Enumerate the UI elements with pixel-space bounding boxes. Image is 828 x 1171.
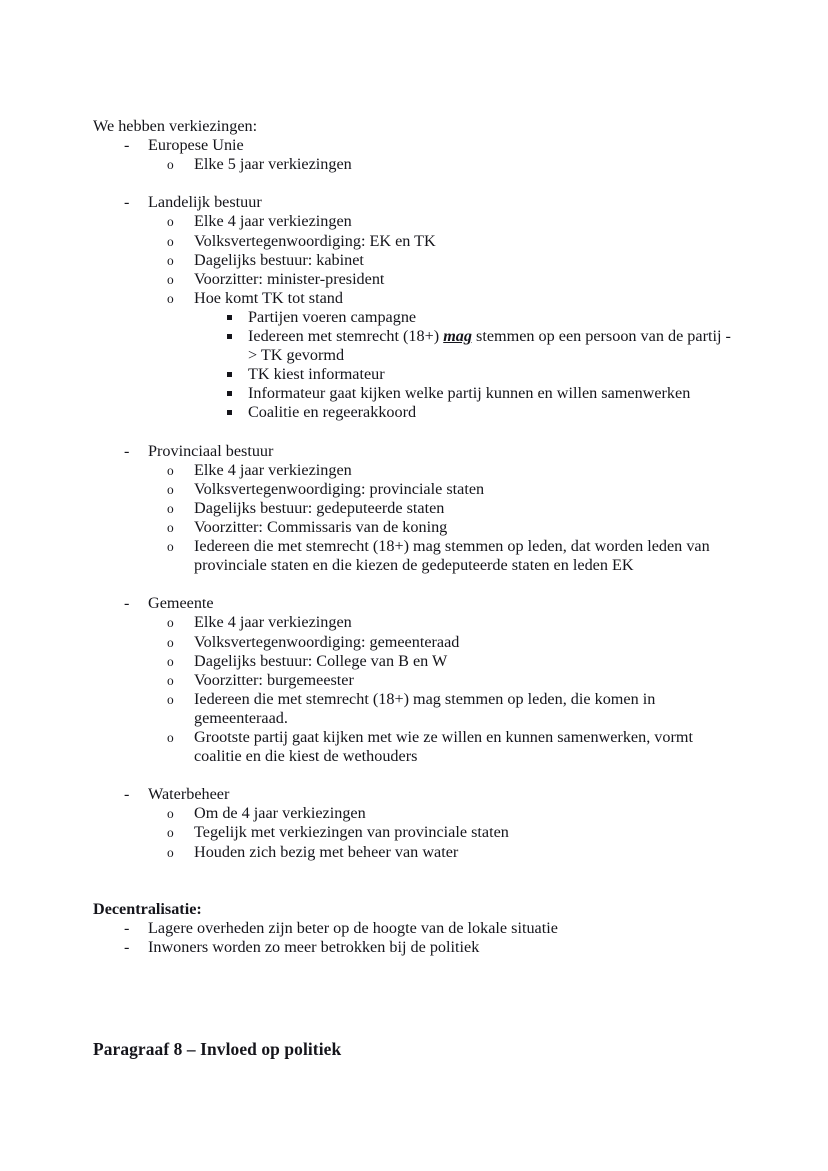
list-item-text: Volksvertegenwoordiging: gemeenteraad <box>194 632 460 651</box>
dash-bullet-icon: - <box>124 938 130 957</box>
section-title: Waterbeheer <box>148 785 230 804</box>
dash-bullet-icon: - <box>124 441 130 460</box>
list-item-text: Elke 4 jaar verkiezingen <box>194 212 352 231</box>
list-item-level2 <box>93 843 735 862</box>
dash-bullet-icon: - <box>124 918 130 937</box>
list-item-text: TK kiest informateur <box>248 365 385 384</box>
list-item-text: Grootste partij gaat kijken met wie ze willen en kunnen samenwerken, vormt coalitie en die kiest de wethouders <box>194 728 693 766</box>
circle-bullet-icon: o <box>167 634 174 650</box>
document-body <box>93 117 735 957</box>
list-item-text: Hoe komt TK tot stand <box>194 288 343 307</box>
circle-bullet-icon: o <box>167 252 174 268</box>
section-title: Provinciaal bestuur <box>148 441 274 460</box>
paragraph-spacer <box>93 423 735 442</box>
list-item-level2 <box>93 155 735 174</box>
list-item-text-part: Iedereen met stemrecht (18+) <box>248 327 444 346</box>
list-item-text: Houden zich bezig met beheer van water <box>194 842 459 861</box>
list-item-level2 <box>93 804 735 823</box>
list-item-text: Partijen voeren campagne <box>248 307 417 326</box>
list-item-level2 <box>93 690 735 728</box>
list-item-level2 <box>93 652 735 671</box>
circle-bullet-icon: o <box>167 806 174 822</box>
list-item-text: Iedereen die met stemrecht (18+) mag stemmen op leden, dat worden leden van provinciale staten en die kiezen de gedeputeerde staten en leden EK <box>194 537 710 575</box>
list-item-text: Voorzitter: burgemeester <box>194 670 354 689</box>
list-item-level2 <box>93 289 735 308</box>
list-item-level2 <box>93 671 735 690</box>
list-item-level1 <box>93 785 735 804</box>
list-item-text: Elke 5 jaar verkiezingen <box>194 155 352 174</box>
list-item-level3 <box>93 365 735 384</box>
list-item-level2 <box>93 461 735 480</box>
list-item-level3 <box>93 327 735 365</box>
list-item-level2 <box>93 537 735 575</box>
list-item-text: Inwoners worden zo meer betrokken bij de politiek <box>148 938 480 957</box>
list-item-text: Iedereen die met stemrecht (18+) mag stemmen op leden, die komen in gemeenteraad. <box>194 689 656 727</box>
circle-bullet-icon: o <box>167 730 174 745</box>
section-title: Gemeente <box>148 594 214 613</box>
list-item-level1 <box>93 193 735 212</box>
list-item-level1 <box>93 442 735 461</box>
circle-bullet-icon: o <box>167 653 174 669</box>
list-item-level3 <box>93 384 735 403</box>
intro-line: We hebben verkiezingen: <box>93 117 258 135</box>
circle-bullet-icon: o <box>167 271 174 287</box>
paragraph-spacer <box>93 766 735 785</box>
list-item-level1 <box>93 938 735 957</box>
section-title: Landelijk bestuur <box>148 193 262 212</box>
list-item-text: Dagelijks bestuur: gedeputeerde staten <box>194 498 445 517</box>
list-item-level2 <box>93 270 735 289</box>
list-item-level1 <box>93 594 735 613</box>
list-item-level2 <box>93 251 735 270</box>
list-item-text: Lagere overheden zijn beter op de hoogte van de lokale situatie <box>148 918 558 937</box>
dash-bullet-icon: - <box>124 785 130 804</box>
circle-bullet-icon: o <box>167 500 174 516</box>
list-item-text: Elke 4 jaar verkiezingen <box>194 460 352 479</box>
list-item-level2 <box>93 823 735 842</box>
list-item-text: Informateur gaat kijken welke partij kunnen en willen samenwerken <box>248 384 691 403</box>
list-item-text: Voorzitter: Commissaris van de koning <box>194 517 448 536</box>
list-item-level2 <box>93 480 735 499</box>
list-item-text: Dagelijks bestuur: College van B en W <box>194 651 448 670</box>
circle-bullet-icon: o <box>167 519 174 535</box>
list-item-text: Dagelijks bestuur: kabinet <box>194 250 364 269</box>
list-item-level2 <box>93 499 735 518</box>
list-item-text: Tegelijk met verkiezingen van provinciale staten <box>194 823 509 842</box>
list-item-level1 <box>93 136 735 155</box>
emphasis-mag: mag <box>443 327 472 346</box>
list-item-level3 <box>93 403 735 422</box>
paragraph-spacer <box>93 862 735 881</box>
circle-bullet-icon: o <box>167 615 174 631</box>
list-item-level2 <box>93 728 735 766</box>
list-item-level3 <box>93 308 735 327</box>
list-item-level2 <box>93 613 735 632</box>
section-title: Europese Unie <box>148 136 244 155</box>
paragraph-spacer <box>93 174 735 193</box>
circle-bullet-icon: o <box>167 481 174 497</box>
list-item-level2 <box>93 232 735 251</box>
circle-bullet-icon: o <box>167 290 174 306</box>
circle-bullet-icon: o <box>167 691 174 707</box>
list-item-text: Elke 4 jaar verkiezingen <box>194 613 352 632</box>
list-item-level2 <box>93 633 735 652</box>
paragraph-spacer <box>93 575 735 594</box>
circle-bullet-icon: o <box>167 157 174 173</box>
list-item-level1 <box>93 919 735 938</box>
circle-bullet-icon: o <box>167 214 174 230</box>
circle-bullet-icon: o <box>167 233 174 249</box>
circle-bullet-icon: o <box>167 844 174 860</box>
list-item-level2 <box>93 518 735 537</box>
circle-bullet-icon: o <box>167 539 174 555</box>
list-item-text: Volksvertegenwoordiging: provinciale staten <box>194 479 485 498</box>
list-item-text: Voorzitter: minister-president <box>194 269 385 288</box>
dash-bullet-icon: - <box>124 193 130 212</box>
list-item-text-part: stemmen op een persoon van de partij -> TK gevormd <box>248 327 731 365</box>
circle-bullet-icon: o <box>167 825 174 841</box>
dash-bullet-icon: - <box>124 594 130 613</box>
list-item-text: Volksvertegenwoordiging: EK en TK <box>194 231 436 250</box>
paragraph-spacer <box>93 881 735 900</box>
list-item-level2 <box>93 212 735 231</box>
paragraph-heading: Paragraaf 8 – Invloed op politiek <box>93 1039 342 1059</box>
decentralisatie-heading: Decentralisatie: <box>93 899 202 918</box>
dash-bullet-icon: - <box>124 136 130 155</box>
circle-bullet-icon: o <box>167 672 174 688</box>
list-item-text: Coalitie en regeerakkoord <box>248 403 417 422</box>
circle-bullet-icon: o <box>167 462 174 478</box>
list-item-text: Om de 4 jaar verkiezingen <box>194 804 366 823</box>
